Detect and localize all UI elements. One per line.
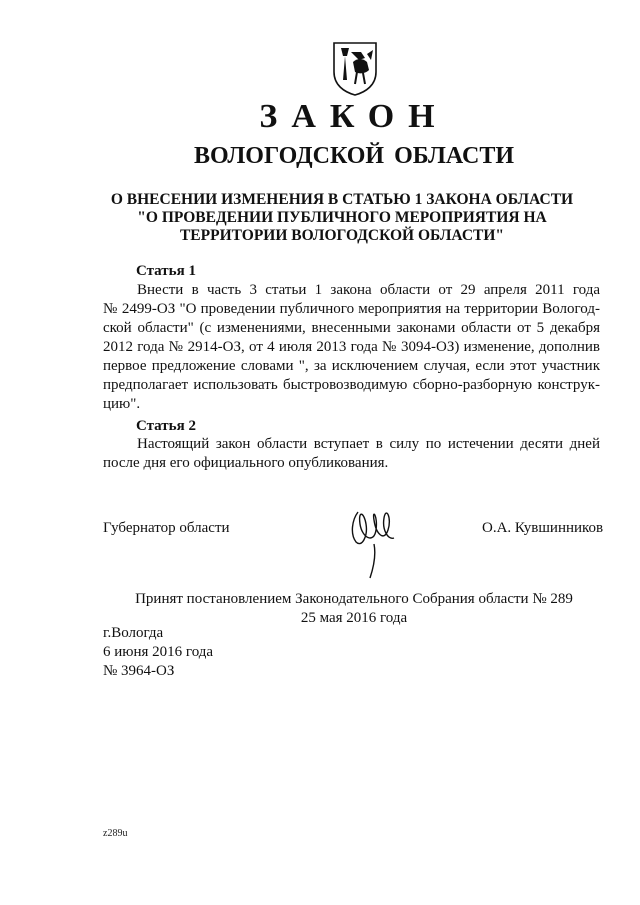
- signatory-name: О.А. Кувшинников: [482, 520, 604, 536]
- text-line: 2012 года № 2914-ОЗ, от 4 июля 2013 года № 3094-ОЗ) изменение, дополнив: [103, 339, 600, 355]
- signing-date: 6 июня 2016 года: [103, 644, 214, 660]
- adoption-line: Принят постановлением Законодательного Собрания области № 289: [135, 591, 573, 607]
- text-line: ской области" (с изменениями, внесенными законами области от 5 декабря: [103, 320, 600, 336]
- law-subject: [104, 191, 580, 245]
- text-line: Внести в часть 3 статьи 1 закона области от 29 апреля 2011 года: [137, 282, 600, 298]
- text-line: № 2499-ОЗ "О проведении публичного мероприятия на территории Вологод-: [103, 301, 600, 317]
- text-line: после дня его официального опубликования.: [103, 455, 389, 471]
- region-heading: ВОЛОГОДСКОЙ ОБЛАСТИ: [193, 143, 515, 169]
- place-date-block: [103, 624, 213, 681]
- signatory-title: Губернатор области: [103, 520, 230, 536]
- subject-line: "О ПРОВЕДЕНИИ ПУБЛИЧНОГО МЕРОПРИЯТИЯ НА: [137, 209, 547, 226]
- law-number: № 3964-ОЗ: [103, 663, 175, 679]
- subject-line: ТЕРРИТОРИИ ВОЛОГОДСКОЙ ОБЛАСТИ": [179, 227, 505, 244]
- article-2-text: [103, 435, 600, 473]
- text-line: предполагает использовать быстровозводимую сборно-разборную конструк-: [103, 377, 600, 393]
- subject-line: О ВНЕСЕНИИ ИЗМЕНЕНИЯ В СТАТЬЮ 1 ЗАКОНА ОБЛАСТИ: [110, 191, 574, 208]
- footer-code: z289u: [103, 828, 128, 839]
- law-heading: ЗАКОН: [259, 98, 449, 135]
- article-1-text: [103, 281, 600, 414]
- text-line: Настоящий закон области вступает в силу по истечении десяти дней: [137, 436, 600, 452]
- text-line: цию".: [103, 396, 141, 412]
- text-line: первое предложение словами ", за исключением случая, если этот участник: [103, 358, 600, 374]
- article-1-title: Статья 1: [136, 263, 196, 279]
- adoption-date: 25 мая 2016 года: [300, 610, 408, 626]
- signature-icon: [344, 490, 400, 582]
- adoption-note: [0, 590, 640, 628]
- coat-of-arms-icon: [331, 40, 379, 96]
- city: г.Вологда: [103, 625, 164, 641]
- article-2-title: Статья 2: [136, 418, 196, 434]
